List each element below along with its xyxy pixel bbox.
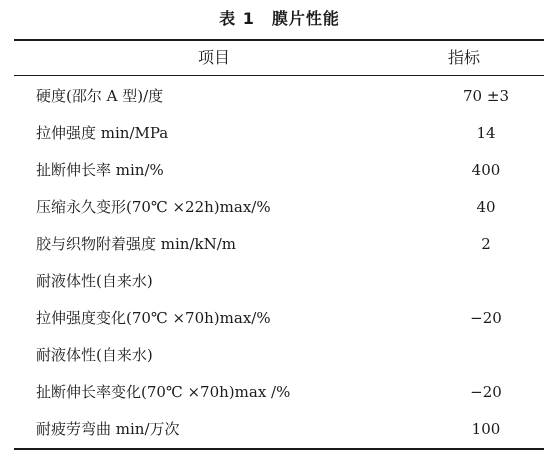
row-value: −20 — [470, 308, 502, 327]
row-value: −20 — [470, 382, 502, 401]
row-item: 硬度(邵尔 A 型)/度 — [36, 87, 164, 105]
row-item: 压缩永久变形(70℃ ×22h)max/% — [36, 198, 271, 216]
row-value: 2 — [481, 234, 491, 253]
row-item: 拉伸强度变化(70℃ ×70h)max/% — [36, 309, 271, 327]
row-value: 100 — [471, 419, 501, 438]
table-row — [14, 77, 559, 114]
row-value — [436, 262, 536, 299]
row-value: 400 — [471, 160, 501, 179]
table-row — [14, 225, 559, 262]
table-row — [14, 114, 559, 151]
performance-table — [14, 77, 559, 447]
row-item: 耐疲劳弯曲 min/万次 — [36, 420, 180, 438]
row-value: 70 ±3 — [463, 86, 509, 105]
row-item: 拉伸强度 min/MPa — [36, 124, 169, 142]
table-row — [14, 262, 559, 299]
table-row — [14, 299, 559, 336]
row-value: 14 — [476, 123, 496, 142]
row-item: 耐液体性(自来水) — [36, 346, 153, 364]
table-row — [14, 373, 559, 410]
row-value — [436, 336, 536, 373]
header-spec: 指标 — [447, 48, 480, 67]
row-value: 40 — [476, 197, 496, 216]
table-row — [14, 151, 559, 188]
row-item: 扯断伸长率变化(70℃ ×70h)max /% — [36, 383, 291, 401]
table-row — [14, 188, 559, 225]
table-bottom-rule — [14, 448, 544, 450]
row-item: 扯断伸长率 min/% — [36, 161, 164, 179]
table-row — [14, 410, 559, 447]
table-row — [14, 336, 559, 373]
table-header-rule — [14, 75, 544, 76]
header-item: 项目 — [197, 48, 230, 67]
row-item: 耐液体性(自来水) — [36, 272, 153, 290]
row-item: 胶与织物附着强度 min/kN/m — [36, 235, 236, 253]
table-title: 表 1 膜片性能 — [219, 9, 340, 28]
